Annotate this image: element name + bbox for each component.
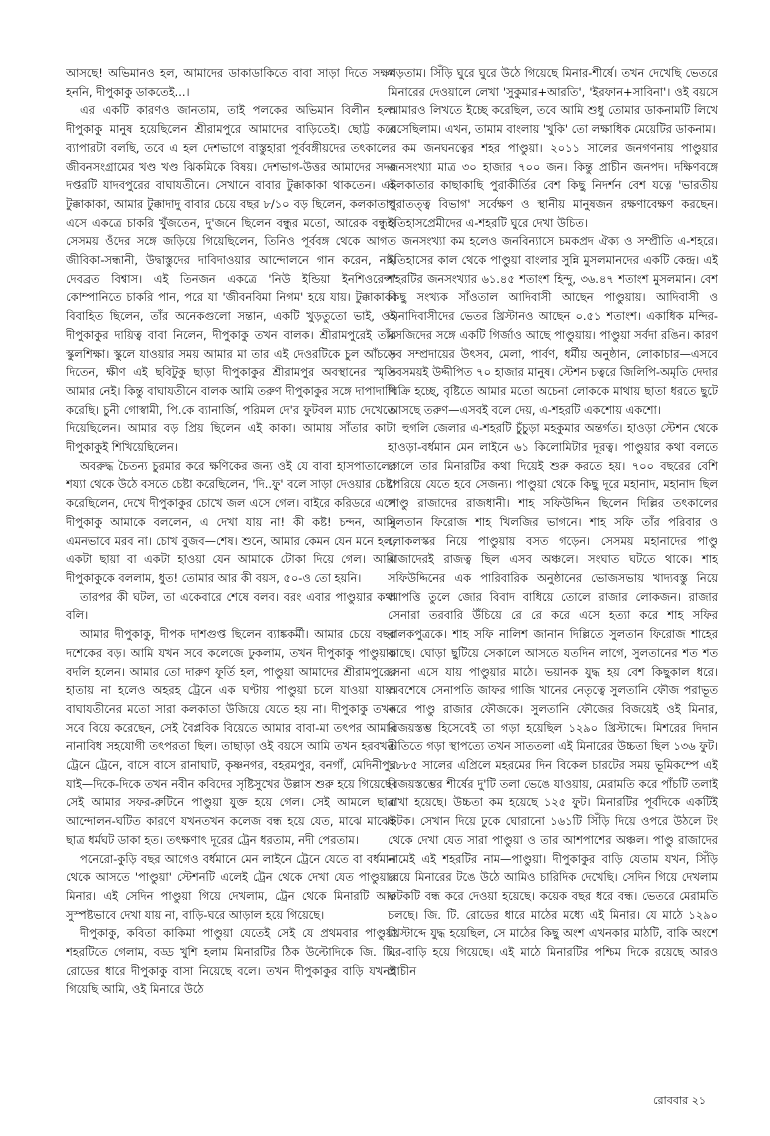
paragraph: কম জনঘনত্বের শহর পাণ্ডুয়া। ২০১১ সালের জনগণনায় পাণ্ডুয়ার জনসংখ্যা মাত্র ৩০ হাজার ৭০০ জন। কিন্তু প্রাচীন জনপদ। দক্ষিণবঙ্গে কলকাতার কাছাকাছি পুরাকীর্তির বেশ কিছু নিদর্শন বেশ যত্নে 'ভারতীয় পুরাতত্ত্ব বিভাগ' সর্বেক্ষণ ও স্থানীয় মানুষজন রক্ষণাবেক্ষণ করছেন। ইতিহাসপ্রেমীদের এ-শহরটি ঘুরে দেখা উচিত।	[388, 140, 718, 230]
paragraph: আমার দীপুকাকু, দীপক দাশগুপ্ত ছিলেন ব্যাঙ্ককর্মী। আমার চেয়ে বছর দশেকের বড়। আমি যখন সবে কলেজে ঢুকলাম, তখন দীপুকাকু পাণ্ডুয়ায় বদলি হলেন। আমার তো দারুণ ফূর্তি হল, পাণ্ডুয়া আমাদের শ্রীরামপুরের হাতায় না হলেও অহরহ ট্রেনে এক ঘণ্টায় পাণ্ডুয়া চলে যাওয়া যায়। বাঘাযতীনের মতো সারা কলকাতা উজিয়ে যেতে হয় না। দীপুকাকু তখন সবে বিয়ে করেছেন, সেই বৈপ্লবিক বিয়েতে আমার বাবা-মা তৎপর আমার নানাবিধ সহযোগী তৎপরতা ছিল। তাছাড়া ওই বয়সে আমি তখন হরবখত ট্রেনে ট্রেনে, বাসে বাসে রানাঘাট, কৃষ্ণনগর, বহরমপুর, বনগাঁ, মেদিনীপুর যাই—দিকে-দিকে তখন নবীন কবিদের সৃষ্টিসুখের উল্লাস শুরু হয়ে গিয়েছে। সেই আমার সফর-রুটিনে পাণ্ডুয়া যুক্ত হয়ে গেল। সেই আমলে ছাত্র আন্দোলন-ঘটিত কারণে যখনতখন কলেজ বন্ধ হয়ে যেত, মাঝে মাঝেই ছাত্র ধর্মঘট ডাকা হত। তৎক্ষণাৎ দূরের ট্রেন ধরতাম, নদী পেরতাম।	[66, 627, 396, 847]
paragraph: পনেরো-কুড়ি বছর আগেও বর্ধমানে মেন লাইনে ট্রেনে যেতে বা বর্ধমান থেকে আসতে 'পাণ্ডুয়া' স্টেশনটি এলেই ট্রেন থেকে দেখা যেত পাণ্ডুয়ার মিনার। এই সেদিন পাণ্ডুয়া গিয়ে দেখলাম, ট্রেন থেকে মিনারটি আর সুস্পষ্টভাবে দেখা যায় না, বাড়ি-ঘরে আড়াল হয়ে গিয়েছে।	[66, 851, 396, 922]
paragraph: আসছে! অভিমানও হল, আমাদের ডাকাডাকিতে বাবা সাড়া দিতে সক্ষম হননি, দীপুকাকু ডাকতেই...।	[66, 66, 396, 99]
paragraph: এর একটি কারণও জানতাম, তাই পলকের অভিমান বিলীন হল। দীপুকাকু মানুষ হয়েছিলেন শ্রীরামপুরে আমাদের বাড়িতেই। ছোট্ট করে ব্যাপারটা বলছি, তবে এ হল দেশভাগে বাস্তুহারা পূর্ববঙ্গীয়দের তৎকালের জীবনসংগ্রামের খণ্ড খণ্ড ঝিকমিকে বিষয়। দেশভাগ-উত্তর আমাদের সদর দপ্তরটি যাদবপুরের বাঘাযতীনে। সেখানে বাবার টুক্কাকাকা থাকতেন। এই টুক্কাকাকা, আমার টুক্কাদাদু বাবার চেয়ে বছর ৮/১০ বড় ছিলেন, কলকাতায় এসে একত্রে চাকরি খুঁজতেন, দু'জনে ছিলেন বন্ধুর মতো, আরেক বন্ধুও সেসময় ওঁদের সঙ্গে জড়িয়ে গিয়েছিলেন, তিনিও পূর্ববঙ্গ থেকে আগত জীবিকা-সন্ধানী, উদ্বাস্তুদের দাবিদাওয়ার আন্দোলনে গান করেন, নাম দেবব্রত বিশ্বাস। এই তিনজন একত্রে 'নিউ ইন্ডিয়া ইনশিওরেন্স' কোম্পানিতে চাকরি পান, পরে যা 'জীবনবিমা নিগম' হয়ে যায়। টুক্কাকাকা বিবাহিত ছিলেন, তাঁর অনেকগুলো সন্তান, একটি খুড়তুতো ভাই, ওই দীপুকাকুর দায়িত্ব বাবা নিলেন, দীপুকাকু তখন বালক। শ্রীরামপুরেই তাঁর স্কুলশিক্ষা। স্কুলে যাওয়ার সময় আমার মা তার এই দেওরটিকে চুল আঁচড়ে দিতেন, ক্ষীণ এই ছবিটুকু ছাড়া দীপুকাকুর শ্রীরামপুর অবস্থানের স্মৃতি আমার নেই। কিন্তু বাঘাযতীনে বালক আমি তরুণ দীপুকাকুর সঙ্গে দাপাদাপি করেছি। চুনী গোস্বামী, পি.কে ব্যানার্জি, পরিমল দে'র ফুটবল ম্যাচ দেখেতে দিয়েছিলেন। আমার বড় প্রিয় ছিলেন এই কাকা। আমায় সাঁতার কাটা দীপুকাকুই শিখিয়েছিলেন।	[66, 103, 396, 455]
left-column	[66, 64, 396, 1074]
paragraph: জনসংখ্যা কম হলেও জনবিন্যাসে চমকপ্রদ ঐক্য ও সম্প্রীতি এ-শহরে। ইতিহাসের কাল থেকে পাণ্ডুয়া বাংলার সুন্নি মুসলমানদের একটি কেন্দ্র। এই শহরটির জনসংখ্যার ৬১.৪৫ শতাংশ হিন্দু, ৩৬.৪৭ শতাংশ মুসলমান। বেশ কিছু সংখ্যক সাঁওতাল আদিবাসী আছেন পাণ্ডুয়ায়। আদিবাসী ও অনাদিবাসীদের ভেতর খ্রিস্টানও আছেন ০.৫১ শতাংশ। একাধিক মন্দির-মসজিদের সঙ্গে একটি গির্জাও আছে পাণ্ডুয়ায়। পাণ্ডুয়া সর্বদা রঙিন। কারণ সব সম্প্রদায়ের উৎসব, মেলা, পার্বণ, ধর্মীয় অনুষ্ঠান, লোকাচার—এসবে সবসময়ই উদ্দীপিত ৭০ হাজার মানুষ। স্টেশন চত্বরে জিলিপি-অমৃতি দেদার বিক্রি হচ্ছে, বৃষ্টিতে আমার মতো অচেনা লোককে মাথায় ছাতা ধরতে ছুটে আসছে তরুণ—এসবই বলে দেয়, এ-শহরটি একশোয় একশো।	[388, 234, 718, 417]
paragraph: তারপর কী ঘটল, তা একেবারে শেষে বলব। বরং এবার পাণ্ডুয়ার কথা বলি।	[66, 589, 396, 623]
right-column	[388, 64, 718, 1074]
paragraph: দীপুকাকু, কবিতা কাকিমা পাণ্ডুয়া যেতেই সেই যে প্রথমবার পাণ্ডুয়া শহরটিতে গেলাম, বড্ড খুশি হলাম মিনারটির ঠিক উল্টোদিকে জি. টি. রোডের ধারে দীপুকাকু বাসা নিয়েছে বলে। তখন দীপুকাকুর বাড়ি যখনই গিয়েছি আমি, ওই মিনারে উঠে	[66, 926, 396, 997]
paragraph: পড়তাম। সিঁড়ি ঘুরে ঘুরে উঠে গিয়েছে মিনার-শীর্ষে। তখন দেখেছি ভেতরে মিনারের দেওয়ালে লেখা 'সুকুমার+আরতি', 'ইরফান+সাবিনা'। ওই বয়সে আমারও লিখতে ইচ্ছে করেছিল, তবে আমি শুধু তোমার ডাকনামটি লিখে এসেছিলাম। এখন, তামাম বাংলায় 'খুকি' তো লক্ষাধিক মেয়েটির ডাকনাম।	[388, 66, 718, 137]
paragraph: হুগলি জেলার এ-শহরটি চুঁচুড়া মহকুমার অন্তর্গত। হাওড়া স্টেশন থেকে হাওড়া-বর্ধমান মেন লাইনে ৬১ কিলোমিটার দূরত্ব। পাণ্ডুয়ার কথা বলতে গেলে তার মিনারটির কথা দিয়েই শুরু করতে হয়। ৭০০ বছরের বেশি পেরিয়ে যেতে হবে সেজন্য। পাণ্ডুয়া থেকে কিছু দূরে মহানাদ, মহানাদ ছিল পাণ্ডু রাজাদের রাজধানী। শাহ সফিউদ্দিন ছিলেন দিল্লির তৎকালের সুলতান ফিরোজ শাহ খিলজির ভাগনে। শাহ সফি তাঁর পরিবার ও লোকলস্কর নিয়ে পাণ্ডুয়ায় বসত গড়েন। সেসময় মহানাদের পাণ্ডু রাজাদেরই রাজত্ব ছিল এসব অঞ্চলে। সংঘাত ঘটতে থাকে। শাহ সফিউদ্দিনের এক পারিবারিক অনুষ্ঠানের ভোজসভায় খাদ্যবস্তু নিয়ে আপত্তি তুলে জোর বিবাদ বাধিয়ে তোলে রাজার লোকজন। রাজার সেনারা তরবারি উঁচিয়ে রে রে করে এসে হত্যা করে শাহ সফির বালকপুত্রকে। শাহ সফি নালিশ জানান দিল্লিতে সুলতান ফিরোজ শাহের কাছে। ঘোড়া ছুটিয়ে সেকালে আসতে যতদিন লাগে, সুলতানের শত শত সেনা এসে যায় পাণ্ডুয়ার মাঠে। ভয়ানক যুদ্ধ হয় বেশ কিছুকাল ধরে। অবশেষে সেনাপতি জাফর গাজি খানের নেতৃত্বে সুলতানি ফৌজ পরাভূত করে পাণ্ডু রাজার ফৌজকে। সুলতানি ফৌজের বিজয়েই ওই মিনার, বিজয়স্তম্ভ হিসেবেই তা গড়া হয়েছিল ১২৯০ খ্রিস্টাব্দে। মিশরের দিদান রীতিতে গড়া স্থাপত্যে তখন সাততলা এই মিনারের উচ্চতা ছিল ১৩৬ ফুট। ১৮৮৫ সালের এপ্রিলে মহরমের দিন বিকেল চারটের সময় ভূমিকম্পে এই বিজয়স্তম্ভের শীর্ষের দু'টি তলা ভেঙে যাওয়ায়, মেরামতি করে পাঁচটি তলাই রাখা হয়েছে। উচ্চতা কম হয়েছে ১২৫ ফুট। মিনারটির পূর্বদিকে একটিই ফটক। সেখান দিয়ে ঢুকে ঘোরানো ১৬১টি সিঁড়ি দিয়ে ওপরে উঠলে টং থেকে দেখা যেত সারা পাণ্ডুয়া ও তার আশপাশের অঞ্চল। পাণ্ডু রাজাদের নামেই এই শহরটির নাম—পাণ্ডুয়া। দীপুকাকুর বাড়ি যেতাম যখন, সিঁড়ি বেয়ে মিনারের টঙে উঠে আমিও চারিদিক দেখেছি। সেদিন গিয়ে দেখলাম ফটকটি বন্ধ করে দেওয়া হয়েছে। কয়েক বছর ধরে বন্ধ। ভেতরে মেরামতি চলছে। জি. টি. রোডের ধারে মাঠের মধ্যে এই মিনার। যে মাঠে ১২৯০ খ্রিস্টাব্দে যুদ্ধ হয়েছিল, সে মাঠের কিছু অংশ এখনকার মাঠটি, বাকি অংশে ঘর-বাড়ি হয়ে গিয়েছে। এই মাঠে মিনারটির পশ্চিম দিকে রয়েছে আরও প্রাচীন	[388, 421, 718, 978]
page-footer: রোববার ২১	[653, 1094, 706, 1107]
paragraph: অবরুদ্ধ চৈতন্য চুরমার করে ক্ষণিকের জন্য ওই যে বাবা হাসপাতালের শয্যা থেকে উঠে বসতে চেষ্টা করেছিলেন, 'দি..ফু' বলে সাড়া দেওয়ার চেষ্টা করেছিলেন, দেখে দীপুকাকুর চোখে জল এসে গেল। বাইরে করিডরে এসে দীপুকাকু আমাকে বললেন, এ দেখা যায় না! কী কষ্ট! চন্দন, আমি এমনভাবে মরব না। চোখ বুজব—শেষ। শুনে, আমার কেমন যেন মনে হল, একটা ছায়া বা একটা হাওয়া যেন আমাকে টোকা দিয়ে গেল। আমি দীপুকাকুকে বললাম, ধুত! তোমার আর কী বয়স, ৫০-ও তো হয়নি।	[66, 458, 396, 585]
